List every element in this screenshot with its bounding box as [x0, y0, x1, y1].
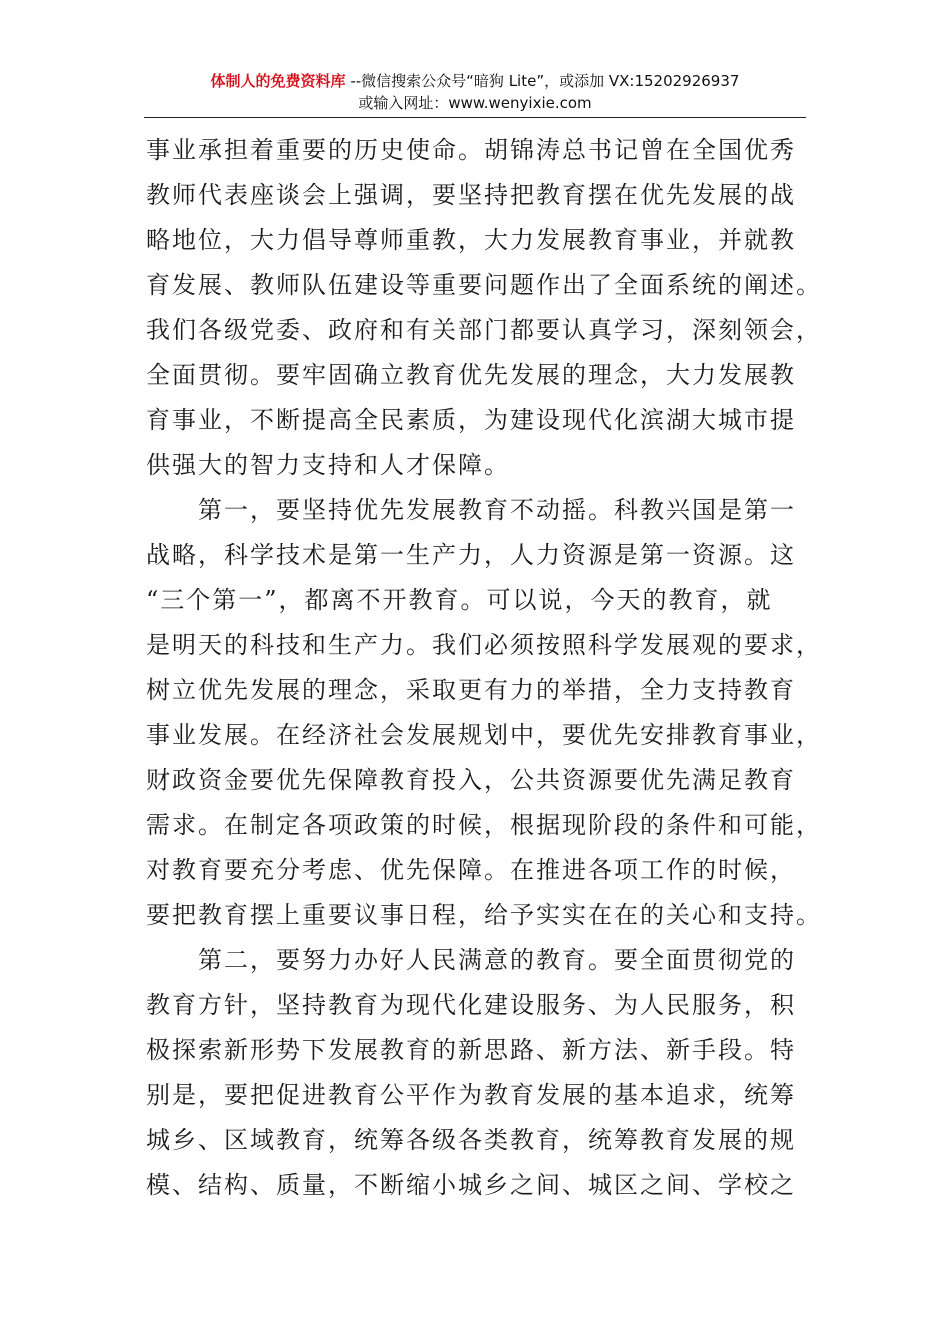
text-line: 战略，科学技术是第一生产力，人力资源是第一资源。这 — [146, 541, 796, 569]
document-body — [146, 128, 822, 1208]
header-line-1 — [144, 70, 806, 92]
text-line: 是明天的科技和生产力。我们必须按照科学发展观的要求， — [146, 631, 822, 659]
header-info: --微信搜索公众号“暗狗 Lite”，或添加 VX:15202926937 — [345, 72, 740, 90]
text-line: 教育方针，坚持教育为现代化建设服务、为人民服务，积 — [146, 991, 796, 1019]
text-line: 略地位，大力倡导尊师重教，大力发展教育事业，并就教 — [146, 226, 796, 254]
text-line: 事业承担着重要的历史使命。胡锦涛总书记曾在全国优秀 — [146, 136, 796, 164]
text-line: 育发展、教师队伍建设等重要问题作出了全面系统的阐述。 — [146, 271, 822, 299]
text-line: 育事业，不断提高全民素质，为建设现代化滨湖大城市提 — [146, 406, 796, 434]
text-line: 教师代表座谈会上强调，要坚持把教育摆在优先发展的战 — [146, 181, 796, 209]
page-header — [144, 70, 806, 114]
text-line: “三个第一”，都离不开教育。可以说，今天的教育，就 — [146, 586, 773, 614]
text-line: 树立优先发展的理念，采取更有力的举措，全力支持教育 — [146, 676, 796, 704]
text-line: 对教育要充分考虑、优先保障。在推进各项工作的时候， — [146, 856, 796, 884]
text-line: 需求。在制定各项政策的时候，根据现阶段的条件和可能， — [146, 811, 822, 839]
paragraph-start-line: 第一，要坚持优先发展教育不动摇。科教兴国是第一 — [198, 496, 796, 524]
text-line: 要把教育摆上重要议事日程，给予实实在在的关心和支持。 — [146, 901, 822, 929]
text-line: 模、结构、质量，不断缩小城乡之间、城区之间、学校之 — [146, 1171, 796, 1199]
text-line: 供强大的智力支持和人才保障。 — [146, 451, 510, 479]
text-line: 全面贯彻。要牢固确立教育优先发展的理念，大力发展教 — [146, 361, 796, 389]
text-line: 极探索新形势下发展教育的新思路、新方法、新手段。特 — [146, 1036, 796, 1064]
header-divider — [144, 117, 806, 118]
text-line: 城乡、区域教育，统筹各级各类教育，统筹教育发展的规 — [146, 1126, 796, 1154]
header-brand: 体制人的免费资料库 — [210, 72, 346, 90]
header-website: 或输入网址：www.wenyixie.com — [358, 94, 592, 112]
text-line: 事业发展。在经济社会发展规划中，要优先安排教育事业， — [146, 721, 822, 749]
text-line: 别是，要把促进教育公平作为教育发展的基本追求，统筹 — [146, 1081, 796, 1109]
text-line: 我们各级党委、政府和有关部门都要认真学习，深刻领会， — [146, 316, 822, 344]
paragraph-start-line: 第二，要努力办好人民满意的教育。要全面贯彻党的 — [198, 946, 796, 974]
text-line: 财政资金要优先保障教育投入，公共资源要优先满足教育 — [146, 766, 796, 794]
